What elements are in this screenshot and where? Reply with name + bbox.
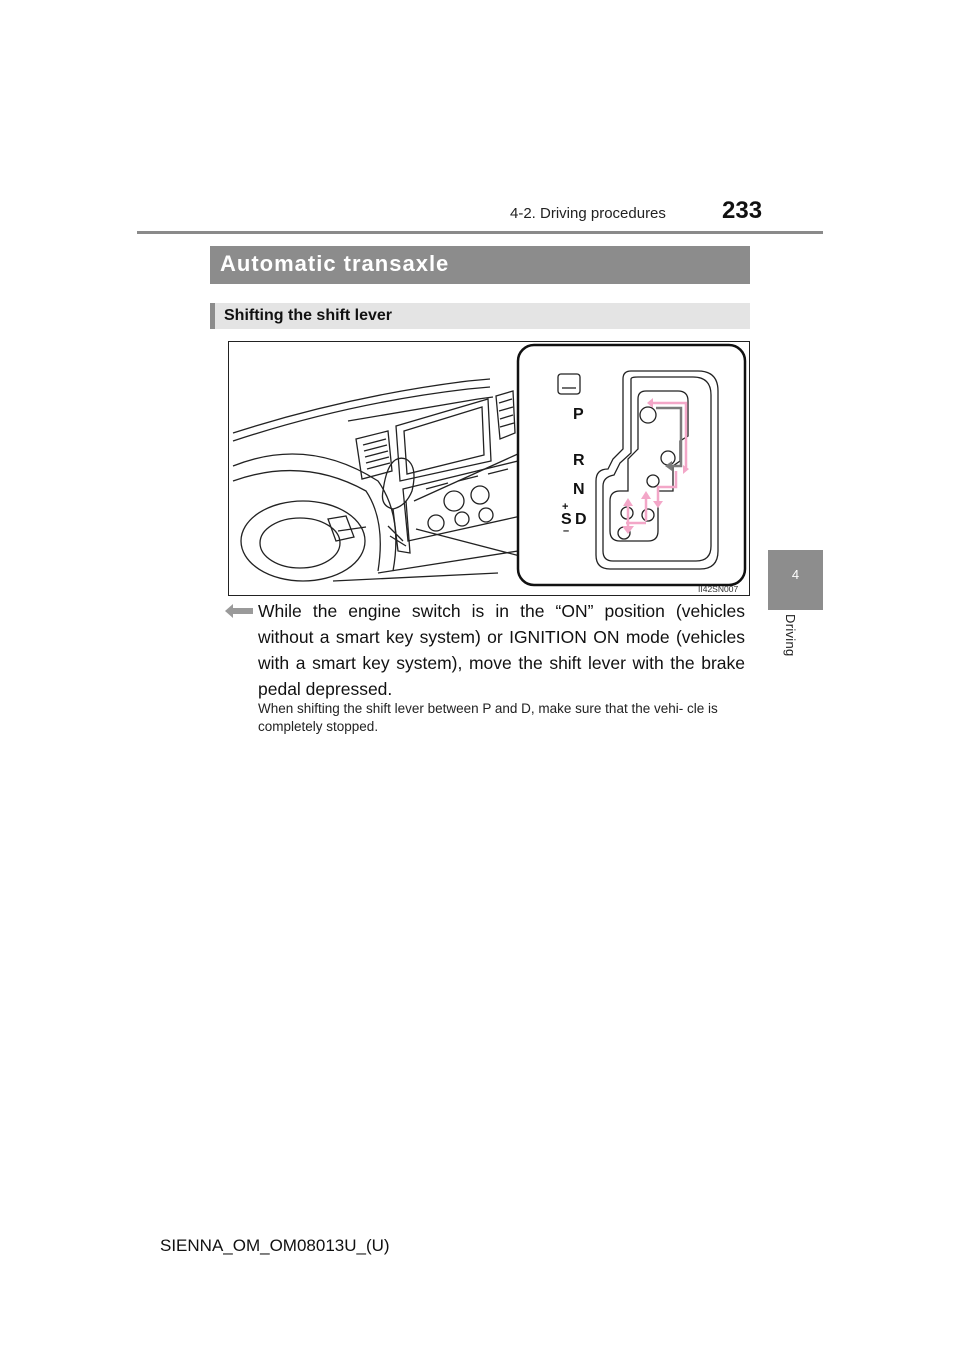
chapter-label: Driving [783, 614, 798, 657]
header-divider [137, 231, 823, 234]
gear-label-plus: + [562, 501, 569, 513]
illustration-code: II42SN007 [698, 584, 739, 594]
gear-label-n: N [573, 481, 585, 498]
gear-label-minus: – [563, 525, 570, 537]
gear-label-r: R [573, 452, 585, 469]
page-number: 233 [722, 197, 763, 224]
page-title: Automatic transaxle [220, 251, 450, 276]
gear-label-s: S [561, 511, 572, 528]
gear-label-d: D [575, 511, 587, 528]
gear-label-p: P [573, 406, 584, 423]
shift-lever-illustration [228, 341, 750, 596]
step-arrow-icon [225, 604, 253, 618]
caution-note: When shifting the shift lever between P and D, make sure that the vehi- cle is completely stopped. [258, 701, 718, 734]
section-title: 4-2. Driving procedures [510, 205, 666, 222]
chapter-number: 4 [791, 567, 800, 582]
subheading: Shifting the shift lever [224, 307, 393, 324]
document-code: SIENNA_OM_OM08013U_(U) [160, 1236, 390, 1255]
instruction-paragraph: While the engine switch is in the “ON” position (vehicles without a smart key system) or IGNITION ON mode (vehicles with a smart key system), move the shift lever with the brake pedal depressed. [258, 601, 745, 699]
